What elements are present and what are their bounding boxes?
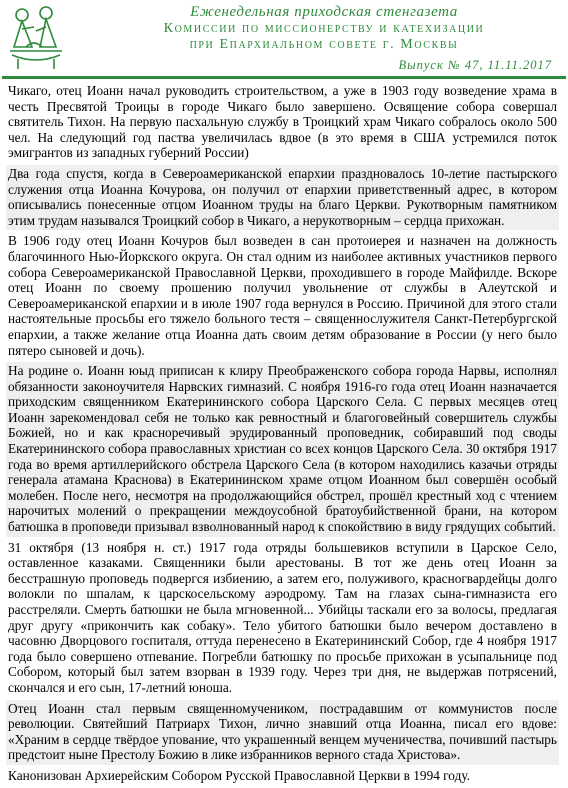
org-line-1: Комиссии по миссионерству и катехизации (163, 21, 485, 36)
paragraph: Канонизован Архиерейским Собором Русской Православной Церкви в 1994 году. (8, 767, 470, 783)
paragraph: Отец Иоанн стал первым священномучеником, пострадавшим от коммунистов после революции. Святейший Патриарх Тихон, лично знавший отца Иоанна, писал его вдове: «Храним в сердце твёрдое упование, что украшенный венцем мученичества, почивший пастырь предстоит ныне Престолу Божию в лике избранников верного стада Христова». (6, 700, 559, 765)
paragraph: На родине о. Иоанн юыд приписан к клиру Преображенского собора города Нарвы, исполнял обязанности законоучителя Нарвских гимназий. С ноября 1916-го года отец Иоанн назначается приходским священником Екатерининского собора Царского Села. С первых месяцев отец Иоанн зарекомендовал себя не только как ревностный и благоговейный совершитель службы Божией, но и как красноречивый эрудированный проповедник, собиравший под своды Екатерининского собора православных христиан со всех концов Царского Села. 30 октября 1917 года во время артиллерийского обстрела Царского Села (в котором находились казачьи отряды генерала атамана Краснова) в Екатерининском храме отцом Иоанном был совершён особый молебен. После него, несмотря на продолжающийся обстрел, прошёл крестный ход с чтением нарочитых молений о прекращении междоусобной братоубийственной брани, на котором батюшка в проповеди призывал взволнованный народ к спокойствию в виду грядущих событий. (6, 362, 559, 537)
article-body (6, 82, 559, 788)
paragraph: 31 октября (13 ноября н. ст.) 1917 года отряды большевиков вступили в Царское Село, оставленное казаками. Священники были арестованы. В тот же день отец Иоанн за бесстрашную проповедь подвергся избиению, а затем его, полуживого, красногвардейцы долго волокли по шпалам, к царскосельскому аэродрому. Там на глазах сына-гимназиста его расстреляли. Смерть батюшки не была мгновенной... Убийцы таскали его за волосы, предлагая друг другу «прикончить как собаку». Тело убитого батюшки было вечером доставлено в часовню Дворцового госпиталя, оттуда перенесено в Екатерининский Собор, где 4 ноября 1917 года было совершено отпевание. Погребли батюшку по просьбе прихожан в усыпальнице под Собором, который был затем взорван в 1939 году. Через три дня, не выдержав потрясений, скончался и его сын, 17-летний юноша. (8, 539, 557, 695)
paragraph: В 1906 году отец Иоанн Кочуров был возведен в сан протоиерея и назначен на должность благочинного Нью-Йоркского округа. Он стал одним из наиболее активных участников первого собора Североамериканской Православной Церкви, проходившего в городе Майфилде. Вскоре отец Иоанн по своему прошению получил увольнение от службы в Алеутской и Североамериканской епархии и в июле 1907 года вернулся в Россию. Причиной для этого стали настоятельные просьбы его тяжело больного тестя – священнослужителя Санкт-Петербургской епархии, а также желание отца Иоанна дать своим детям образование в России (у него было пятеро сыновей и дочь). (8, 233, 557, 358)
org-line-2: при Епархиальном совете г. Москвы (189, 37, 459, 52)
paragraph: Чикаго, отец Иоанн начал руководить строительством, а уже в 1903 году возведение храма в честь Пресвятой Троицы в городе Чикаго было завершено. Освящение собора совершал святитель Тихон. На первую пасхальную службу в Троицкий храм Чикаго собралось около 500 чел. На следующий год паства увеличилась вдвое (в это время в США устремился поток эмигрантов из западных губерний России) (8, 83, 557, 161)
issue-number: Выпуск № 47, 11.11.2017 (398, 58, 552, 72)
paragraph: Два года спустя, когда в Североамериканской епархии праздновалось 10-летие пастырского служения отца Иоанна Кочурова, он получил от епархии приветственный адрес, в котором описывались понесенные отцом Иоанном труды на благо Церкви. Рукотворным памятником этим трудам назывался Троицкий собор в Чикаго, а нерукотворным – сердца прихожан. (6, 165, 559, 230)
logo-figures-icon (4, 3, 68, 73)
header-divider (2, 76, 566, 79)
newsletter-header (0, 0, 568, 78)
newsletter-title: Еженедельная приходская стенгазета (190, 4, 458, 20)
header-titles (96, 4, 552, 53)
